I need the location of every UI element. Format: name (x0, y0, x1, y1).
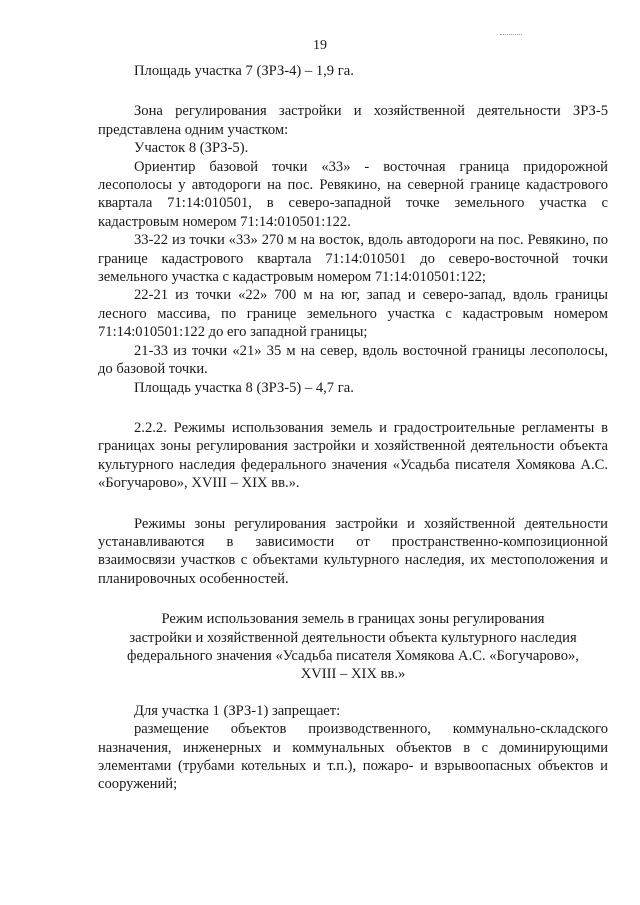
paragraph-prohibition-item: размещение объектов производственного, коммунально-складского назначения, инженерных и коммунальных объектов в с доминирующими элементами (трубами котельных и т.п.), пожаро- и взрывоопасных объектов и сооружений; (98, 721, 608, 793)
paragraph-base-point-33: Ориентир базовой точки «33» - восточная граница придорожной лесополосы у автодороги на пос. Ревякино, на северной границе кадастрового квартала 71:14:010501, в северо-западной точке земельного участка с кадастровым номером 71:14:010501:122. (98, 158, 608, 230)
regime-heading-line: федерального значения «Усадьба писателя Хомякова А.С. «Богучарово», (127, 647, 579, 664)
paragraph-area-zrz4: Площадь участка 7 (ЗРЗ-4) – 1,9 га. (134, 63, 354, 79)
paragraph-segment-33-22: 33-22 из точки «33» 270 м на восток, вдоль автодороги на пос. Ревякино, по границе кадастрового квартала 71:14:010501 до северо-восточной точки земельного участка с кадастровым номером 71:14:010501:122; (98, 232, 608, 286)
paragraph-plot8-title: Участок 8 (ЗРЗ-5). (134, 140, 249, 157)
paragraph-plot1-prohibits: Для участка 1 (ЗРЗ-1) запрещает: (134, 702, 341, 719)
spacer (98, 397, 608, 419)
spacer (98, 684, 608, 702)
spacer (98, 493, 608, 515)
scan-mark (500, 34, 522, 37)
page-number: 19 (313, 38, 327, 53)
paragraph-area-zrz5: Площадь участка 8 (ЗРЗ-5) – 4,7 га. (134, 379, 354, 396)
spacer (98, 588, 608, 610)
spacer (98, 80, 608, 102)
regime-heading-line: XVIII – XIX вв.» (300, 666, 406, 683)
paragraph-zone-regimes: Режимы зоны регулирования застройки и хозяйственной деятельности устанавливаются в зависимости от пространственно-композиционной взаимосвязи участков с объектами культурного наследия, их местоположения и планировочных особенностей. (98, 515, 608, 587)
paragraph-segment-22-21: 22-21 из точки «22» 700 м на юг, запад и северо-запад, вдоль границы лесного массива, по границе земельного участка с кадастровым номером 71:14:010501:122 до его западной границы; (98, 287, 608, 341)
regime-heading-line: Режим использования земель в границах зоны регулирования (161, 611, 545, 628)
regime-heading (98, 610, 608, 684)
paragraph-segment-21-33: 21-33 из точки «21» 35 м на север, вдоль восточной границы лесополосы, до базовой точки. (98, 342, 608, 378)
section-2-2-2-title: 2.2.2. Режимы использования земель и градостроительные регламенты в границах зоны регулирования застройки и хозяйственной деятельности объекта культурного наследия федерального значения «Усадьба писателя Хомякова А.С. «Богучарово», XVIII – XIX вв.». (98, 419, 608, 492)
regime-heading-line: застройки и хозяйственной деятельности объекта культурного наследия (129, 629, 577, 646)
paragraph-zrz5-intro: Зона регулирования застройки и хозяйственной деятельности ЗРЗ-5 представлена одним участком: (98, 103, 608, 138)
document-body (98, 62, 608, 794)
